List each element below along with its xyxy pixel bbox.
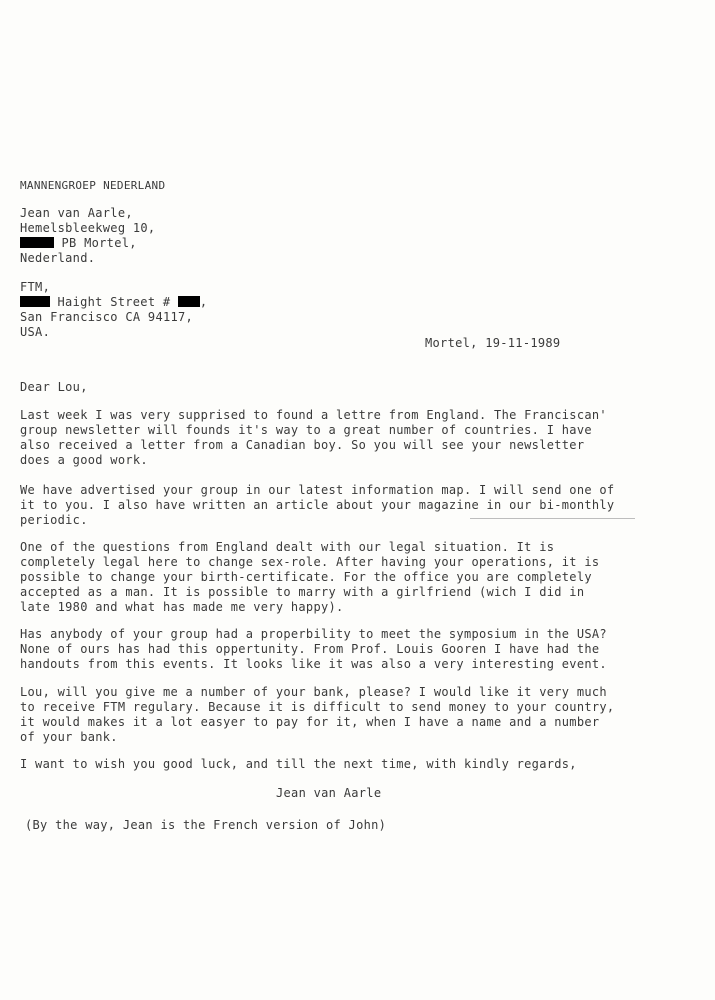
paragraph-line: accepted as a man. It is possible to marry with a girlfriend (wich I did in [20, 585, 585, 599]
sender-country: Nederland. [20, 251, 96, 265]
sender-postal-line [20, 236, 155, 251]
recipient-org: FTM, [20, 280, 51, 294]
paragraph-line: it to you. I also have written an article about your magazine in our bi-monthly [20, 498, 615, 512]
signature: Jean van Aarle [276, 786, 382, 800]
paragraph-line: group newsletter will founds it's way to a great number of countries. I have [20, 423, 592, 437]
paragraph-line: One of the questions from England dealt with our legal situation. It is [20, 540, 555, 554]
recipient-country: USA. [20, 325, 51, 339]
paragraph-line: to receive FTM regulary. Because it is difficult to send money to your country, [20, 700, 615, 714]
paragraph-line: Last week I was very supprised to found a lettre from England. The Franciscan' [20, 408, 607, 422]
paragraph-line: Lou, will you give me a number of your bank, please? I would like it very much [20, 685, 607, 699]
paragraph-2 [20, 483, 615, 528]
paragraph-1 [20, 408, 607, 468]
recipient-street-end: , [199, 295, 208, 309]
paragraph-line: I want to wish you good luck, and till the next time, with kindly regards, [20, 757, 577, 771]
paragraph-line: handouts from this events. It looks like it was also a very interesting event. [20, 657, 607, 671]
paragraph-3 [20, 540, 600, 615]
paragraph-4 [20, 627, 607, 672]
paragraph-line: None of ours has had this oppertunity. From Prof. Louis Gooren I have had the [20, 642, 600, 656]
paragraph-line: late 1980 and what has made me very happy). [20, 600, 344, 614]
postscript: (By the way, Jean is the French version of John) [25, 818, 387, 832]
paragraph-line: of your bank. [20, 730, 118, 744]
paragraph-line: periodic. [20, 513, 88, 527]
paragraph-line: also received a letter from a Canadian boy. So you will see your newsletter [20, 438, 585, 452]
paragraph-line: it would makes it a lot easyer to pay for it, when I have a name and a number [20, 715, 600, 729]
redaction-box [20, 237, 54, 248]
sender-address [20, 206, 155, 266]
paragraph-5 [20, 685, 615, 745]
paragraph-line: completely legal here to change sex-role. After having your operations, it is [20, 555, 600, 569]
salutation: Dear Lou, [20, 380, 88, 394]
recipient-address [20, 280, 207, 340]
scan-mark [470, 518, 635, 519]
place-date: Mortel, 19-11-1989 [425, 336, 561, 350]
recipient-city: San Francisco CA 94117, [20, 310, 194, 324]
letterhead-organization: MANNENGROEP NEDERLAND [20, 179, 166, 192]
paragraph-6 [20, 757, 600, 772]
sender-postal-city: PB Mortel, [54, 236, 137, 250]
paragraph-line: does a good work. [20, 453, 148, 467]
redaction-box [178, 296, 200, 307]
paragraph-line: We have advertised your group in our latest information map. I will send one of [20, 483, 615, 497]
redaction-box [20, 296, 50, 307]
paragraph-line: possible to change your birth-certificate. For the office you are completely [20, 570, 592, 584]
recipient-street-name: Haight Street # [50, 295, 178, 309]
sender-name: Jean van Aarle, [20, 206, 133, 220]
sender-street: Hemelsbleekweg 10, [20, 221, 156, 235]
recipient-street [20, 295, 207, 310]
paragraph-line: Has anybody of your group had a properbility to meet the symposium in the USA? [20, 627, 607, 641]
